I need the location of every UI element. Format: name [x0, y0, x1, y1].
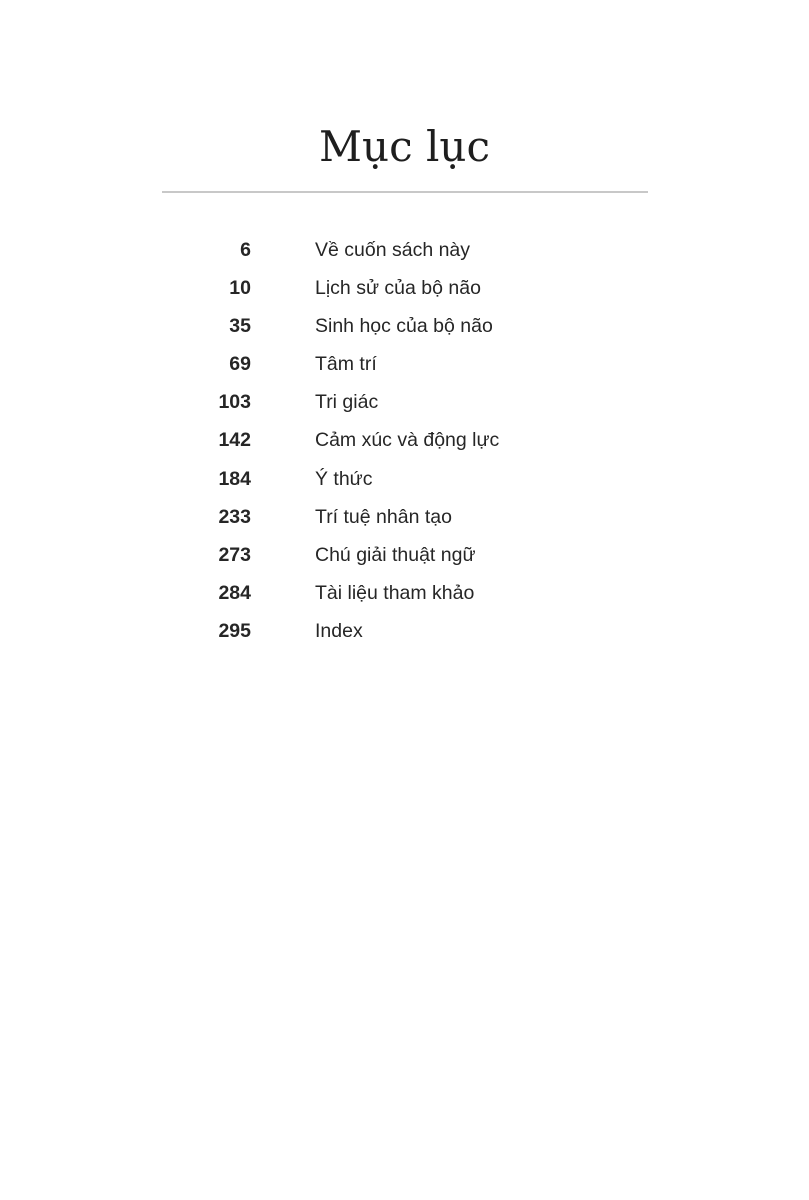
toc-entry — [0, 385, 809, 423]
page-title: Mục lục — [319, 122, 490, 171]
toc-page-number: 233 — [218, 505, 251, 528]
toc-entry — [0, 347, 809, 385]
toc-chapter-title: Về cuốn sách này — [315, 239, 471, 261]
toc-entry — [0, 309, 809, 347]
toc-entry — [0, 271, 809, 309]
toc-entry — [0, 423, 809, 461]
toc-chapter-title: Trí tuệ nhân tạo — [315, 505, 452, 528]
toc-page-number: 184 — [218, 467, 251, 490]
toc-entry — [0, 462, 809, 500]
toc-entry — [0, 576, 809, 614]
toc-chapter-title: Chú giải thuật ngữ — [315, 543, 476, 566]
toc-page-number: 6 — [240, 239, 251, 261]
table-of-contents — [0, 233, 809, 652]
toc-chapter-title: Sinh học của bộ não — [315, 315, 493, 338]
toc-chapter-title: Tâm trí — [315, 353, 377, 376]
toc-page-number: 69 — [229, 353, 251, 376]
toc-chapter-title: Lịch sử của bộ não — [315, 277, 481, 300]
toc-page-number: 273 — [218, 543, 251, 566]
toc-chapter-title: Index — [315, 619, 363, 642]
toc-entry — [0, 500, 809, 538]
toc-page-number: 142 — [218, 429, 251, 452]
toc-page-number: 10 — [229, 277, 251, 300]
toc-entry — [0, 233, 809, 271]
toc-page-number: 35 — [229, 315, 251, 338]
toc-page-number: 284 — [218, 581, 251, 604]
toc-page-number: 103 — [218, 391, 251, 414]
toc-entry — [0, 614, 809, 652]
toc-entry — [0, 538, 809, 576]
toc-chapter-title: Cảm xúc và động lực — [315, 429, 500, 452]
toc-chapter-title: Tri giác — [315, 391, 379, 414]
toc-chapter-title: Tài liệu tham khảo — [315, 581, 475, 604]
toc-chapter-title: Ý thức — [315, 467, 373, 490]
toc-page-number: 295 — [218, 619, 251, 642]
title-divider — [162, 191, 648, 193]
